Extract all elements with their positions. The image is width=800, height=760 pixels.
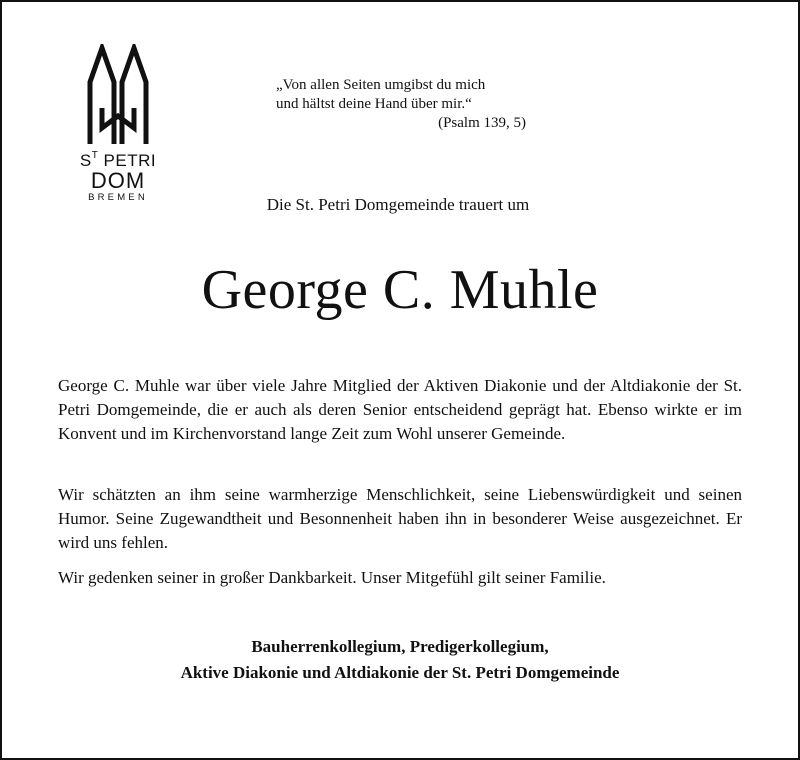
psalm-quote [276, 76, 526, 133]
logo-bremen: BREMEN [88, 192, 148, 203]
psalm-line-2: und hältst deine Hand über mir.“ [276, 96, 472, 112]
announcement-text: Die St. Petri Domgemeinde trauert um [266, 195, 530, 214]
psalm-line-1: „Von allen Seiten umgibst du mich [276, 77, 486, 93]
logo-st-sup: T [91, 150, 99, 161]
logo-petri: PETRI [98, 151, 157, 170]
paragraph-condolence: Wir gedenken seiner in großer Dankbarkeit. Unser Mitgefühl gilt seiner Familie. [58, 568, 606, 587]
cathedral-towers-icon [84, 44, 152, 144]
deceased-name: George C. Muhle [201, 259, 599, 321]
logo-dom: DOM [90, 168, 146, 193]
signoff-line-1: Bauherrenkollegium, Predigerkollegium, [251, 637, 549, 656]
logo-st: S [79, 151, 92, 170]
paragraph-tribute: George C. Muhle war über viele Jahre Mitglied der Aktiven Diakonie und der Altdiakonie der St. Petri Domgemeinde, die er auch als deren Senior entscheidend geprägt hat. Ebenso wirkte er im Konvent und im Kirchenvorstand lange Zeit zum Wohl unserer Gemeinde. [58, 376, 742, 443]
paragraph-qualities: Wir schätzten an ihm seine warmherzige Menschlichkeit, seine Liebenswürdigkeit und seinen Humor. Seine Zugewandtheit und Besonnenheit haben ihn in besonderer Weise ausgezeichnet. Er wird uns fehlen. [58, 485, 742, 552]
signoff-line-2: Aktive Diakonie und Altdiakonie der St. Petri Domgemeinde [180, 663, 620, 682]
church-logo [78, 44, 158, 203]
psalm-reference: (Psalm 139, 5) [438, 115, 526, 131]
announcement-line [0, 192, 800, 215]
